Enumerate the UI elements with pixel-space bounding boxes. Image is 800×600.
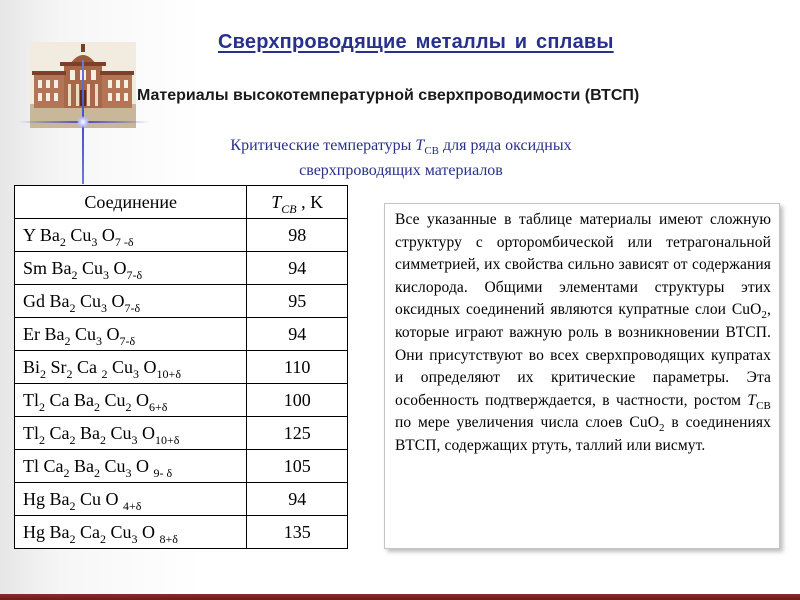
formula-text: Ca xyxy=(45,422,70,443)
compound-formula xyxy=(15,219,247,252)
formula-text: Cu xyxy=(107,356,134,377)
formula-subscript: 2 xyxy=(69,432,76,447)
formula-subscript: 4+δ xyxy=(123,498,142,513)
critical-temperature-value: 95 xyxy=(247,285,348,318)
formula-text: Sm Ba xyxy=(23,257,72,278)
caption-prefix: Критические температуры xyxy=(230,137,416,154)
compound-formula xyxy=(15,384,247,417)
formula-text: Cu xyxy=(75,290,102,311)
formula-text: Ca xyxy=(75,521,100,542)
formula-subscript: 7-δ xyxy=(126,267,143,282)
caption-symbol-sub: СВ xyxy=(424,145,439,158)
star-sparkle-icon xyxy=(77,116,89,128)
formula-text: Gd Ba xyxy=(23,290,70,311)
formula-text: Er Ba xyxy=(23,323,65,344)
description-symbol-sub: СВ xyxy=(756,399,771,412)
header-tc-unit: , K xyxy=(296,191,324,212)
formula-subscript: 2 xyxy=(59,234,66,249)
formula-text: O xyxy=(102,323,120,344)
table-row xyxy=(15,219,348,252)
formula-subscript: 2 xyxy=(125,399,132,414)
formula-subscript: 3 xyxy=(131,531,138,546)
formula-text: Ba xyxy=(69,455,94,476)
formula-subscript: 2 xyxy=(100,531,106,546)
formula-text: O xyxy=(109,257,127,278)
header-tc-symbol: T xyxy=(271,191,282,212)
critical-temperature-value: 98 xyxy=(247,219,348,252)
formula-subscript: 2 xyxy=(94,399,100,414)
formula-text: Cu xyxy=(100,455,126,476)
formula-text: Ca Ba xyxy=(45,389,94,410)
formula-text: Cu O xyxy=(75,488,124,509)
formula-subscript: 7-δ xyxy=(119,333,136,348)
table-caption xyxy=(156,136,646,181)
table-row xyxy=(15,285,348,318)
formula-subscript: 3 xyxy=(133,366,140,381)
formula-subscript: 2 xyxy=(66,366,73,381)
caption-suffix: для ряда оксидных xyxy=(439,137,572,154)
critical-temperature-value: 110 xyxy=(247,351,348,384)
description-box xyxy=(384,203,780,549)
critical-temperature-value: 105 xyxy=(247,450,348,483)
header-critical-temperature xyxy=(247,186,348,219)
caption-line-1 xyxy=(156,136,646,161)
compound-formula xyxy=(15,318,247,351)
formula-subscript: 2 xyxy=(69,531,76,546)
bottom-band xyxy=(0,594,800,600)
compound-formula xyxy=(15,252,247,285)
formula-subscript: 7 -δ xyxy=(114,234,134,249)
compound-formula xyxy=(15,285,247,318)
compound-formula xyxy=(15,483,247,516)
formula-subscript: 2 xyxy=(39,399,45,414)
formula-text: Cu xyxy=(106,422,132,443)
description-part-1: Все указанные в таблице материалы имеют сложную структуру с орторомбической или тетрагональной симметрией, их свойства сильно зависят от содержания кислорода. Общими элементами структуры этих оксидных соединений являются купратные слои CuO xyxy=(395,211,771,319)
formula-text: Hg Ba xyxy=(23,521,70,542)
formula-subscript: 2 xyxy=(69,300,76,315)
table-row xyxy=(15,516,348,549)
header-compound: Соединение xyxy=(15,186,247,219)
formula-text: O xyxy=(131,455,154,476)
critical-temperature-value: 94 xyxy=(247,252,348,285)
formula-text: Cu xyxy=(65,224,92,245)
caption-symbol: T xyxy=(415,137,425,154)
formula-text: Cu xyxy=(70,323,96,344)
description-text xyxy=(395,209,771,458)
table-body xyxy=(15,219,348,549)
formula-subscript: 10+δ xyxy=(155,432,180,447)
description-part-4: в соединениях ВТСП, содержащих ртуть, таллий или висмут. xyxy=(395,414,771,454)
formula-text: O xyxy=(97,224,115,245)
formula-text: Tl xyxy=(23,422,39,443)
formula-subscript: 2 xyxy=(69,498,76,513)
formula-subscript: 2 xyxy=(101,366,108,381)
critical-temperature-value: 125 xyxy=(247,417,348,450)
formula-subscript: 3 xyxy=(101,300,108,315)
formula-subscript: 2 xyxy=(40,366,47,381)
formula-subscript: 2 xyxy=(64,333,71,348)
table-header-row xyxy=(15,186,348,219)
description-symbol: T xyxy=(747,391,757,409)
table-row xyxy=(15,384,348,417)
critical-temperature-value: 135 xyxy=(247,516,348,549)
header-tc-sub: CB xyxy=(281,201,297,216)
formula-subscript: 10+δ xyxy=(156,366,181,381)
page-subtitle: Материалы высокотемпературной сверхпроводимости (ВТСП) xyxy=(137,87,640,104)
formula-subscript: 2 xyxy=(100,432,106,447)
formula-subscript: 3 xyxy=(103,267,110,282)
caption-line-2: сверхпроводящих материалов xyxy=(299,162,503,180)
formula-text: Ba xyxy=(75,422,100,443)
table-row xyxy=(15,351,348,384)
formula-text: O xyxy=(139,356,157,377)
formula-subscript: 7-δ xyxy=(124,300,141,315)
critical-temperature-value: 94 xyxy=(247,483,348,516)
description-sub-2: 2 xyxy=(659,422,665,435)
table-row xyxy=(15,417,348,450)
formula-subscript: 2 xyxy=(71,267,78,282)
page-title: Сверхпроводящие металлы и сплавы xyxy=(218,31,614,53)
description-sub-1: 2 xyxy=(761,309,768,322)
formula-text: Y Ba xyxy=(23,224,60,245)
compound-formula xyxy=(15,516,247,549)
formula-subscript: 6+δ xyxy=(149,399,168,414)
formula-text: Cu xyxy=(77,257,104,278)
critical-temperature-table xyxy=(14,185,348,549)
formula-subscript: 2 xyxy=(39,432,45,447)
description-part-3: по мере увеличения числа слоев CuO xyxy=(395,414,659,432)
compound-formula xyxy=(15,417,247,450)
critical-temperature-value: 100 xyxy=(247,384,348,417)
formula-text: Cu xyxy=(100,389,126,410)
formula-text: Hg Ba xyxy=(23,488,70,509)
formula-text: O xyxy=(107,290,125,311)
formula-text: Tl Ca xyxy=(23,455,64,476)
formula-text: Ca xyxy=(72,356,102,377)
formula-subscript: 3 xyxy=(91,234,98,249)
formula-text: Sr xyxy=(46,356,67,377)
description-part-2: , которые играют важную роль в возникновении ВТСП. Они присутствуют во всех сверхпроводящих купратах и определяют их критические параметры. Эта особенность подтверждается, в частности, ростом xyxy=(395,301,771,409)
table-row xyxy=(15,450,348,483)
formula-subscript: 9- δ xyxy=(153,465,173,480)
formula-text: O xyxy=(137,521,160,542)
compound-formula xyxy=(15,450,247,483)
formula-subscript: 3 xyxy=(96,333,102,348)
table-row xyxy=(15,252,348,285)
formula-text: O xyxy=(131,389,150,410)
table-row xyxy=(15,483,348,516)
formula-subscript: 2 xyxy=(94,465,100,480)
formula-text: Bi xyxy=(23,356,41,377)
critical-temperature-value: 94 xyxy=(247,318,348,351)
formula-text: Tl xyxy=(23,389,39,410)
formula-text: O xyxy=(137,422,156,443)
compound-formula xyxy=(15,351,247,384)
formula-text: Cu xyxy=(106,521,132,542)
table-row xyxy=(15,318,348,351)
formula-subscript: 3 xyxy=(125,465,132,480)
formula-subscript: 2 xyxy=(63,465,70,480)
formula-subscript: 3 xyxy=(131,432,138,447)
formula-subscript: 8+δ xyxy=(159,531,178,546)
